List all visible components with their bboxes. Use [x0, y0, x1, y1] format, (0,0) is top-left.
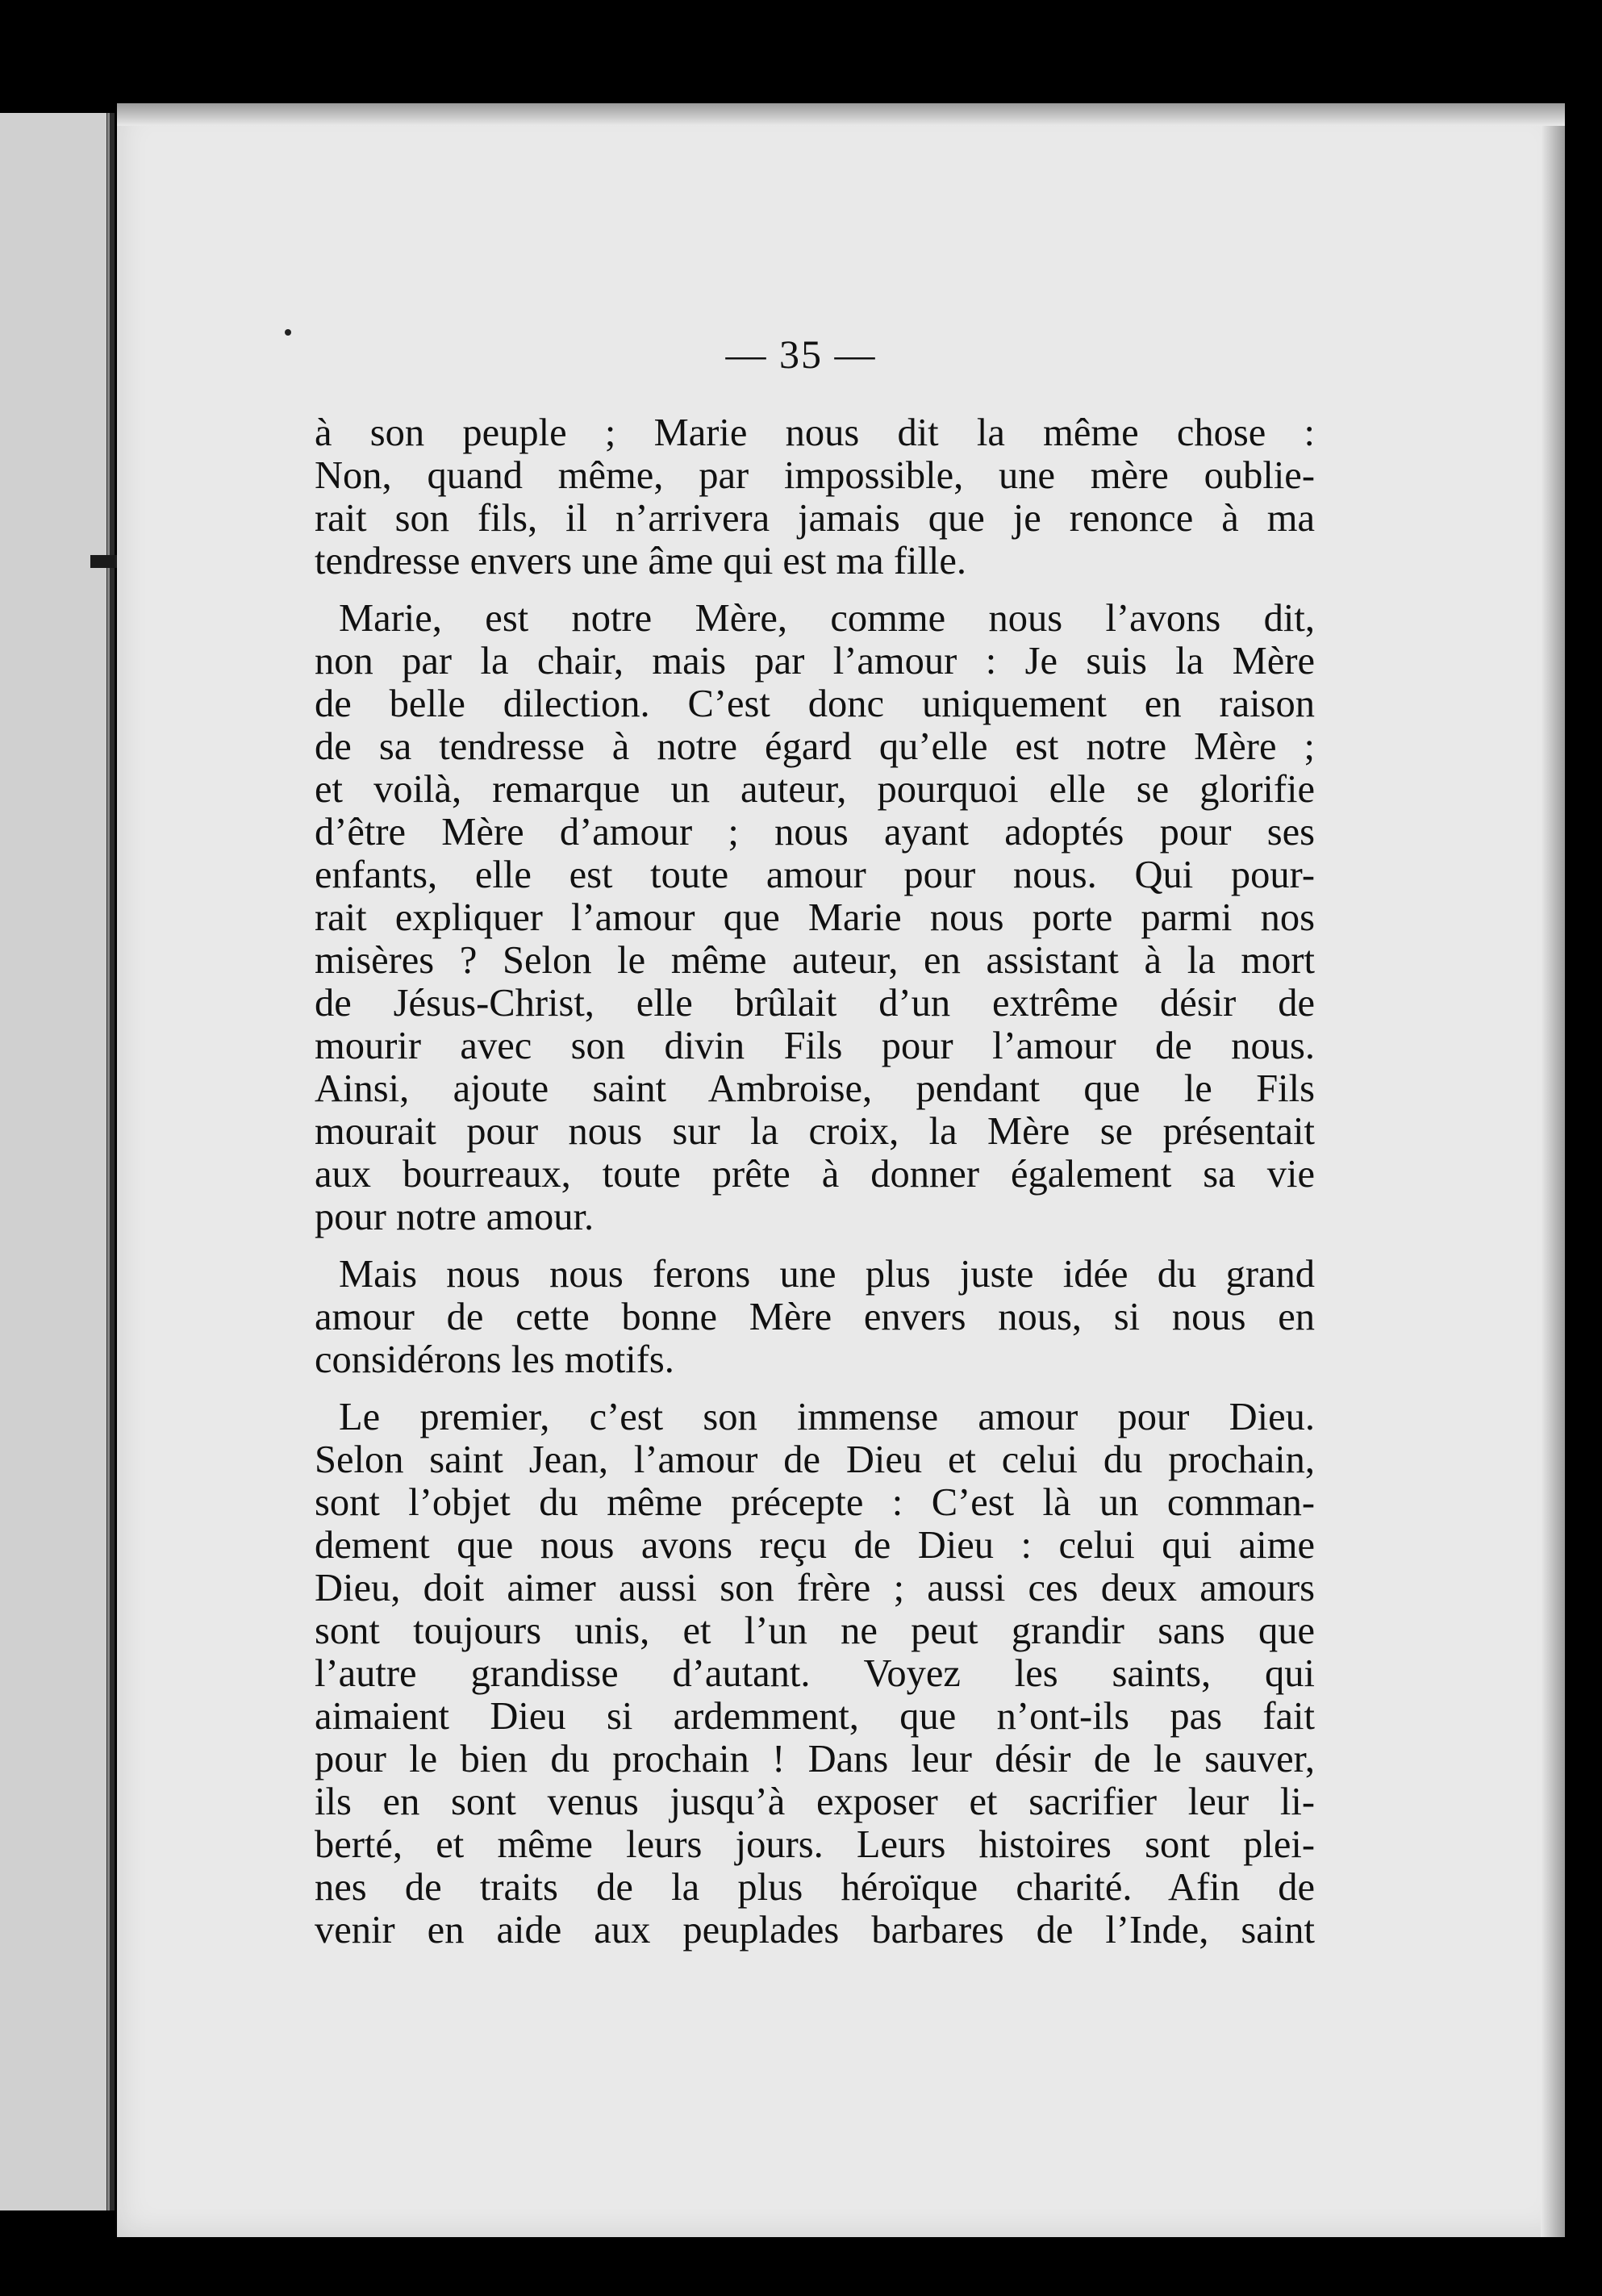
text-line: pour le bien du prochain ! Dans leur désir de le sauver, [315, 1738, 1315, 1780]
text-line: rait expliquer l’amour que Marie nous porte parmi nos [315, 896, 1315, 939]
text-line: de belle dilection. C’est donc uniquement en raison [315, 683, 1315, 725]
text-line: l’autre grandisse d’autant. Voyez les saints, qui [315, 1652, 1315, 1695]
text-line: mourait pour nous sur la croix, la Mère se présentait [315, 1110, 1315, 1153]
text-line: aux bourreaux, toute prête à donner également sa vie [315, 1153, 1315, 1196]
text-line: Marie, est notre Mère, comme nous l’avons dit, [339, 597, 1315, 640]
paragraph-1 [315, 411, 1315, 582]
text-line: Dieu, doit aimer aussi son frère ; aussi ces deux amours [315, 1567, 1315, 1609]
text-line: Non, quand même, par impossible, une mère oublie- [315, 454, 1315, 497]
text-line: berté, et même leurs jours. Leurs histoires sont plei- [315, 1823, 1315, 1866]
page-number: — 35 — [725, 332, 877, 377]
paragraph-4 [315, 1396, 1315, 1952]
text-line: sont toujours unis, et l’un ne peut grandir sans que [315, 1609, 1315, 1652]
text-line: considérons les motifs. [315, 1338, 674, 1381]
text-line: Selon saint Jean, l’amour de Dieu et celui du prochain, [315, 1438, 1315, 1481]
text-line: amour de cette bonne Mère envers nous, si nous en [315, 1296, 1315, 1338]
text-line: de sa tendresse à notre égard qu’elle est notre Mère ; [315, 725, 1315, 768]
text-line: sont l’objet du même précepte : C’est là un comman- [315, 1481, 1315, 1524]
text-line: nes de traits de la plus héroïque charité. Afin de [315, 1866, 1315, 1909]
text-line: d’être Mère d’amour ; nous ayant adoptés pour ses [315, 811, 1315, 854]
text-line: enfants, elle est toute amour pour nous. Qui pour- [315, 854, 1315, 896]
text-line: pour notre amour. [315, 1196, 594, 1238]
paragraph-2 [315, 597, 1315, 1238]
text-line: venir en aide aux peuplades barbares de l’Inde, saint [315, 1909, 1315, 1952]
text-line: ils en sont venus jusqu’à exposer et sacrifier leur li- [315, 1780, 1315, 1823]
text-line: Ainsi, ajoute saint Ambroise, pendant que le Fils [315, 1067, 1315, 1110]
text-line: à son peuple ; Marie nous dit la même chose : [315, 411, 1315, 454]
page-text [315, 411, 1315, 1952]
text-line: de Jésus-Christ, elle brûlait d’un extrême désir de [315, 982, 1315, 1025]
text-line: Mais nous nous ferons une plus juste idée du grand [339, 1253, 1315, 1296]
text-line: mourir avec son divin Fils pour l’amour de nous. [315, 1025, 1315, 1067]
text-line: aimaient Dieu si ardemment, que n’ont-ils pas fait [315, 1695, 1315, 1738]
text-line: tendresse envers une âme qui est ma fille. [315, 540, 967, 582]
paragraph-3 [315, 1253, 1315, 1381]
text-line: et voilà, remarque un auteur, pourquoi elle se glorifie [315, 768, 1315, 811]
text-line: dement que nous avons reçu de Dieu : celui qui aime [315, 1524, 1315, 1567]
text-line: Le premier, c’est son immense amour pour Dieu. [339, 1396, 1315, 1438]
text-line: rait son fils, il n’arrivera jamais que je renonce à ma [315, 497, 1315, 540]
facing-page-edge [0, 113, 115, 2210]
text-line: non par la chair, mais par l’amour : Je suis la Mère [315, 640, 1315, 683]
text-line: misères ? Selon le même auteur, en assistant à la mort [315, 939, 1315, 982]
